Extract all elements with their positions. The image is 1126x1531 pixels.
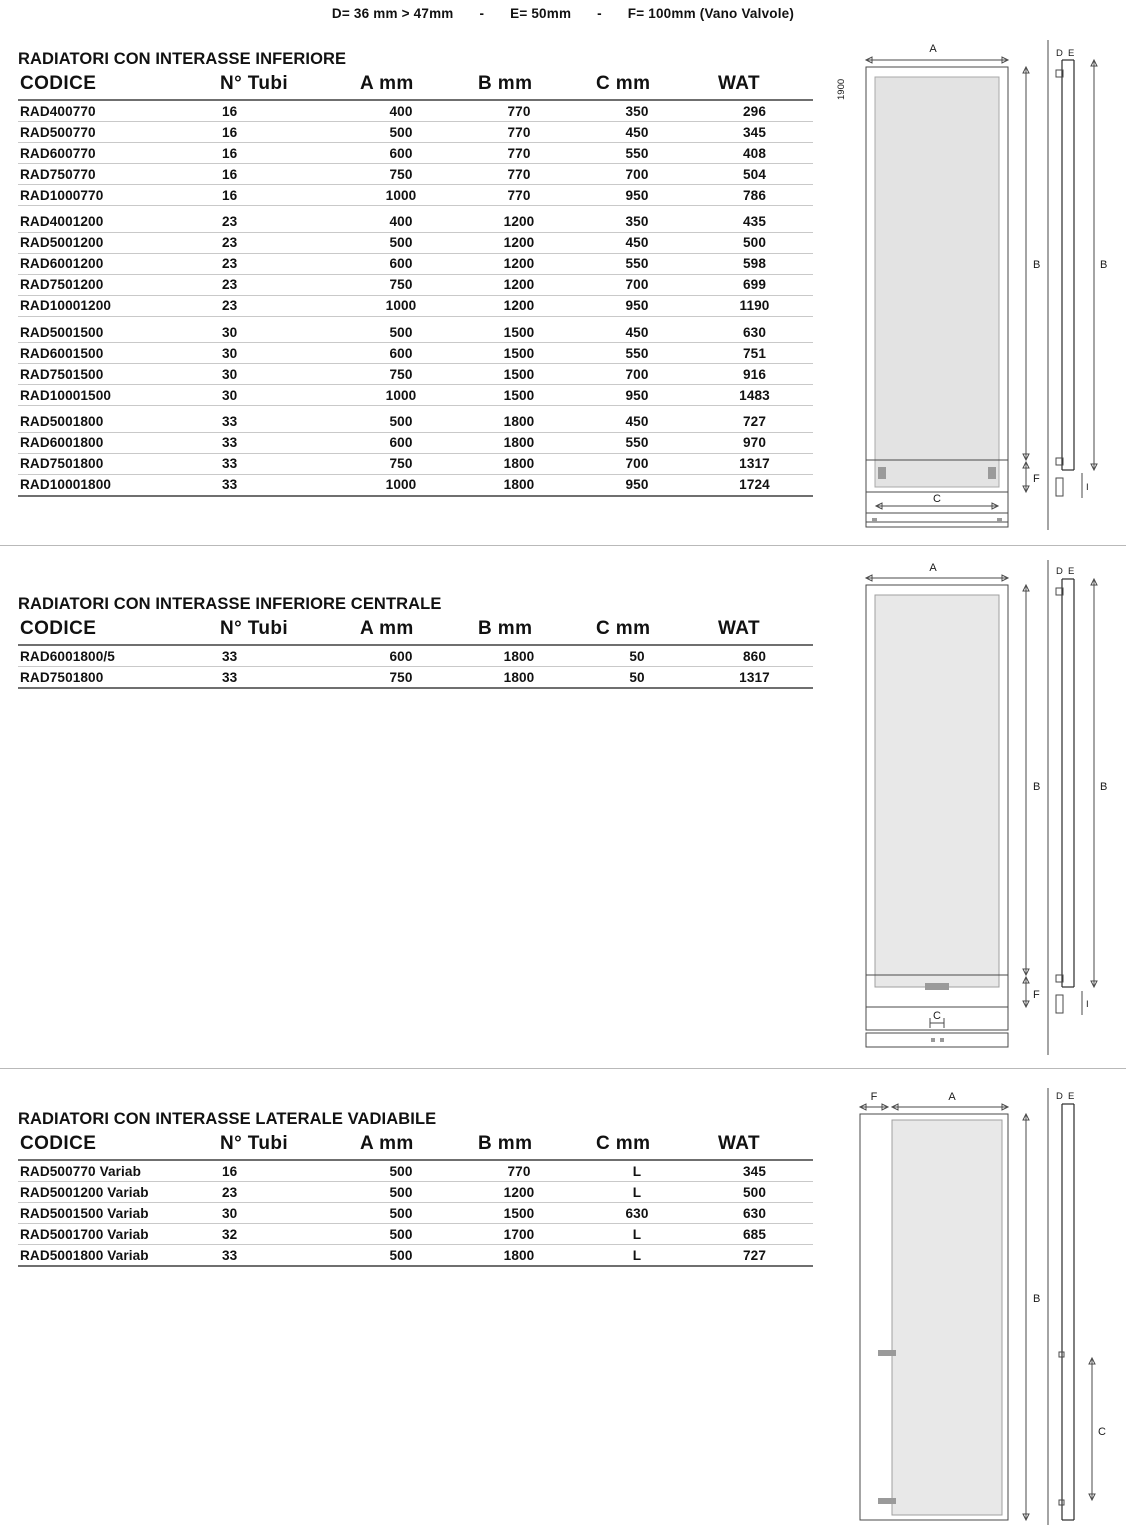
cell-tubi: 23 — [214, 253, 342, 274]
cell-wat: 408 — [696, 143, 813, 164]
col-c: C mm — [578, 71, 696, 100]
cell-codice: RAD7501800 — [18, 453, 214, 474]
cell-wat: 1190 — [696, 295, 813, 316]
table-row — [18, 122, 813, 143]
cell-b: 1800 — [460, 667, 578, 689]
cell-codice: RAD500770 — [18, 122, 214, 143]
drawing-mid-dim-c: C — [933, 1010, 941, 1022]
table-header-row — [18, 71, 813, 100]
legend-e: E= 50mm — [510, 6, 572, 21]
cell-c: 700 — [578, 364, 696, 385]
cell-tubi: 33 — [214, 645, 342, 667]
col-tubi: N° Tubi — [214, 616, 342, 645]
cell-tubi: 33 — [214, 453, 342, 474]
cell-c: 700 — [578, 164, 696, 185]
cell-c: 550 — [578, 253, 696, 274]
cell-codice: RAD10001800 — [18, 474, 214, 496]
cell-c: L — [578, 1182, 696, 1203]
cell-wat: 630 — [696, 1203, 813, 1224]
drawing-bot-side-e: E — [1068, 1091, 1075, 1102]
cell-a: 750 — [342, 453, 460, 474]
cell-c: 950 — [578, 295, 696, 316]
cell-a: 1000 — [342, 474, 460, 496]
legend-f: F= 100mm (Vano Valvole) — [627, 6, 795, 21]
cell-b: 770 — [460, 143, 578, 164]
cell-codice: RAD7501800 — [18, 667, 214, 689]
section-divider-2 — [0, 1068, 1126, 1069]
cell-c: 450 — [578, 316, 696, 343]
cell-b: 770 — [460, 185, 578, 206]
cell-tubi: 30 — [214, 1203, 342, 1224]
cell-a: 500 — [342, 316, 460, 343]
cell-wat: 970 — [696, 432, 813, 453]
drawing-top-dim-c: C — [933, 493, 941, 505]
col-wat: WAT — [696, 71, 813, 100]
cell-wat: 916 — [696, 364, 813, 385]
cell-codice: RAD5001500 — [18, 316, 214, 343]
cell-wat: 727 — [696, 406, 813, 433]
cell-codice: RAD10001200 — [18, 295, 214, 316]
col-c: C mm — [578, 616, 696, 645]
cell-c: 450 — [578, 122, 696, 143]
cell-b: 770 — [460, 122, 578, 143]
cell-c: 550 — [578, 343, 696, 364]
cell-a: 750 — [342, 164, 460, 185]
drawing-bot-dim-a: A — [948, 1091, 956, 1103]
cell-c: 50 — [578, 667, 696, 689]
cell-b: 1500 — [460, 1203, 578, 1224]
table-row — [18, 295, 813, 316]
cell-b: 1200 — [460, 206, 578, 233]
cell-a: 400 — [342, 100, 460, 122]
cell-tubi: 16 — [214, 143, 342, 164]
cell-a: 500 — [342, 1182, 460, 1203]
cell-wat: 296 — [696, 100, 813, 122]
cell-tubi: 32 — [214, 1224, 342, 1245]
table-header-row — [18, 1131, 813, 1160]
table-row — [18, 1182, 813, 1203]
cell-b: 1700 — [460, 1224, 578, 1245]
table-row — [18, 343, 813, 364]
col-c: C mm — [578, 1131, 696, 1160]
cell-wat: 1317 — [696, 453, 813, 474]
cell-wat: 435 — [696, 206, 813, 233]
table-row — [18, 164, 813, 185]
cell-wat: 1483 — [696, 385, 813, 406]
table-row — [18, 1160, 813, 1182]
table-row — [18, 274, 813, 295]
drawing-top-dim-f: F — [1033, 473, 1040, 485]
cell-wat: 345 — [696, 1160, 813, 1182]
cell-a: 500 — [342, 1245, 460, 1267]
drawing-mid-dim-a: A — [929, 562, 937, 574]
cell-a: 400 — [342, 206, 460, 233]
cell-wat: 860 — [696, 645, 813, 667]
cell-c: 700 — [578, 453, 696, 474]
table-interasse-laterale-variabile — [18, 1131, 813, 1267]
drawing-top-dim-a: A — [929, 43, 937, 55]
section-interasse-inferiore — [18, 50, 818, 497]
table-row — [18, 645, 813, 667]
col-codice: CODICE — [18, 71, 214, 100]
cell-wat: 1317 — [696, 667, 813, 689]
cell-b: 1800 — [460, 432, 578, 453]
cell-b: 1200 — [460, 274, 578, 295]
cell-b: 1200 — [460, 1182, 578, 1203]
cell-wat: 685 — [696, 1224, 813, 1245]
cell-b: 1800 — [460, 453, 578, 474]
drawing-mid-side-b: B — [1100, 781, 1108, 793]
cell-c: 950 — [578, 385, 696, 406]
table-body-3 — [18, 1160, 813, 1266]
table-row — [18, 667, 813, 689]
cell-codice: RAD6001800/5 — [18, 645, 214, 667]
col-b: B mm — [460, 616, 578, 645]
cell-codice: RAD600770 — [18, 143, 214, 164]
table-row — [18, 474, 813, 496]
cell-codice: RAD5001200 — [18, 232, 214, 253]
cell-tubi: 33 — [214, 406, 342, 433]
cell-codice: RAD7501200 — [18, 274, 214, 295]
drawing-top-dim-i: I — [1086, 482, 1089, 493]
cell-tubi: 30 — [214, 364, 342, 385]
cell-a: 500 — [342, 122, 460, 143]
cell-tubi: 30 — [214, 343, 342, 364]
table-body-2 — [18, 645, 813, 688]
cell-tubi: 33 — [214, 1245, 342, 1267]
cell-c: 350 — [578, 100, 696, 122]
cell-codice: RAD500770 Variab — [18, 1160, 214, 1182]
table-row — [18, 206, 813, 233]
drawing-mid-dim-i: I — [1086, 999, 1089, 1010]
table-row — [18, 432, 813, 453]
col-a: A mm — [342, 1131, 460, 1160]
drawing-top-side-d: D — [1056, 48, 1063, 59]
cell-wat: 727 — [696, 1245, 813, 1267]
cell-b: 1200 — [460, 253, 578, 274]
table-row — [18, 185, 813, 206]
section-title-1: RADIATORI CON INTERASSE INFERIORE — [18, 50, 347, 68]
cell-c: 950 — [578, 474, 696, 496]
table-row — [18, 143, 813, 164]
col-codice: CODICE — [18, 616, 214, 645]
cell-c: 550 — [578, 143, 696, 164]
col-tubi: N° Tubi — [214, 1131, 342, 1160]
cell-b: 1800 — [460, 645, 578, 667]
cell-c: 450 — [578, 232, 696, 253]
cell-codice: RAD5001500 Variab — [18, 1203, 214, 1224]
cell-tubi: 23 — [214, 274, 342, 295]
section-title-2: RADIATORI CON INTERASSE INFERIORE CENTRALE — [18, 595, 442, 613]
cell-a: 500 — [342, 1224, 460, 1245]
cell-a: 1000 — [342, 385, 460, 406]
drawing-mid-dim-f: F — [1033, 989, 1040, 1001]
drawing-top-dim-b: B — [1033, 259, 1041, 271]
cell-tubi: 23 — [214, 295, 342, 316]
col-codice: CODICE — [18, 1131, 214, 1160]
section-interasse-inferiore-centrale — [18, 595, 818, 689]
cell-a: 750 — [342, 364, 460, 385]
cell-c: 700 — [578, 274, 696, 295]
cell-a: 600 — [342, 645, 460, 667]
cell-tubi: 16 — [214, 122, 342, 143]
technical-drawing-bottom — [830, 1080, 1120, 1530]
cell-tubi: 33 — [214, 432, 342, 453]
cell-b: 1500 — [460, 316, 578, 343]
drawing-bot-side-d: D — [1056, 1091, 1063, 1102]
cell-codice: RAD5001800 Variab — [18, 1245, 214, 1267]
cell-wat: 751 — [696, 343, 813, 364]
cell-a: 500 — [342, 1160, 460, 1182]
cell-codice: RAD5001200 Variab — [18, 1182, 214, 1203]
cell-b: 1200 — [460, 232, 578, 253]
drawing-mid-side-d: D — [1056, 566, 1063, 577]
cell-a: 750 — [342, 667, 460, 689]
cell-tubi: 16 — [214, 185, 342, 206]
cell-a: 600 — [342, 432, 460, 453]
drawing-bot-dim-c: C — [1098, 1426, 1106, 1438]
technical-drawing-middle — [830, 555, 1120, 1065]
legend-sep-1: - — [479, 6, 485, 21]
cell-c: L — [578, 1160, 696, 1182]
cell-wat: 500 — [696, 1182, 813, 1203]
cell-codice: RAD750770 — [18, 164, 214, 185]
table-row — [18, 1203, 813, 1224]
col-wat: WAT — [696, 616, 813, 645]
table-row — [18, 406, 813, 433]
cell-b: 770 — [460, 164, 578, 185]
section-divider-1 — [0, 545, 1126, 546]
cell-wat: 786 — [696, 185, 813, 206]
cell-a: 500 — [342, 1203, 460, 1224]
table-row — [18, 232, 813, 253]
drawing-mid-side-e: E — [1068, 566, 1075, 577]
cell-a: 600 — [342, 253, 460, 274]
cell-c: L — [578, 1224, 696, 1245]
table-interasse-inferiore — [18, 71, 813, 497]
drawing-top-side-b: B — [1100, 259, 1108, 271]
cell-c: 350 — [578, 206, 696, 233]
cell-a: 600 — [342, 343, 460, 364]
table-body-1 — [18, 100, 813, 496]
cell-c: 50 — [578, 645, 696, 667]
col-wat: WAT — [696, 1131, 813, 1160]
cell-a: 500 — [342, 232, 460, 253]
table-row — [18, 100, 813, 122]
cell-codice: RAD5001700 Variab — [18, 1224, 214, 1245]
cell-codice: RAD10001500 — [18, 385, 214, 406]
cell-b: 1500 — [460, 385, 578, 406]
cell-wat: 500 — [696, 232, 813, 253]
col-a: A mm — [342, 71, 460, 100]
cell-tubi: 23 — [214, 232, 342, 253]
table-header-row — [18, 616, 813, 645]
col-b: B mm — [460, 71, 578, 100]
drawing-top-height-label: 1900 — [836, 78, 847, 100]
cell-tubi: 30 — [214, 316, 342, 343]
section-title-3: RADIATORI CON INTERASSE LATERALE VADIABILE — [18, 1110, 437, 1128]
cell-tubi: 16 — [214, 100, 342, 122]
cell-c: 950 — [578, 185, 696, 206]
cell-tubi: 16 — [214, 164, 342, 185]
drawing-top-side-e: E — [1068, 48, 1075, 59]
cell-b: 1500 — [460, 343, 578, 364]
cell-c: 550 — [578, 432, 696, 453]
cell-b: 770 — [460, 100, 578, 122]
col-a: A mm — [342, 616, 460, 645]
cell-tubi: 16 — [214, 1160, 342, 1182]
cell-tubi: 23 — [214, 1182, 342, 1203]
cell-codice: RAD1000770 — [18, 185, 214, 206]
cell-wat: 345 — [696, 122, 813, 143]
cell-codice: RAD7501500 — [18, 364, 214, 385]
cell-wat: 699 — [696, 274, 813, 295]
cell-b: 770 — [460, 1160, 578, 1182]
cell-codice: RAD400770 — [18, 100, 214, 122]
cell-b: 1200 — [460, 295, 578, 316]
cell-codice: RAD6001500 — [18, 343, 214, 364]
table-row — [18, 453, 813, 474]
cell-tubi: 33 — [214, 667, 342, 689]
cell-a: 500 — [342, 406, 460, 433]
legend-d: D= 36 mm > 47mm — [331, 6, 454, 21]
cell-c: L — [578, 1245, 696, 1267]
cell-codice: RAD5001800 — [18, 406, 214, 433]
cell-a: 1000 — [342, 295, 460, 316]
drawing-bot-dim-b: B — [1033, 1293, 1041, 1305]
drawing-mid-dim-b: B — [1033, 781, 1041, 793]
table-row — [18, 1245, 813, 1267]
cell-wat: 504 — [696, 164, 813, 185]
cell-wat: 630 — [696, 316, 813, 343]
cell-codice: RAD6001800 — [18, 432, 214, 453]
cell-tubi: 30 — [214, 385, 342, 406]
drawing-bot-dim-f: F — [870, 1091, 878, 1103]
cell-codice: RAD6001200 — [18, 253, 214, 274]
cell-codice: RAD4001200 — [18, 206, 214, 233]
technical-drawing-top — [830, 30, 1120, 540]
dimension-legend — [0, 6, 1126, 21]
table-row — [18, 1224, 813, 1245]
cell-c: 630 — [578, 1203, 696, 1224]
table-row — [18, 385, 813, 406]
cell-b: 1500 — [460, 364, 578, 385]
cell-wat: 1724 — [696, 474, 813, 496]
section-interasse-laterale-variabile — [18, 1110, 818, 1267]
col-b: B mm — [460, 1131, 578, 1160]
table-row — [18, 316, 813, 343]
cell-tubi: 33 — [214, 474, 342, 496]
cell-b: 1800 — [460, 1245, 578, 1267]
col-tubi: N° Tubi — [214, 71, 342, 100]
cell-c: 450 — [578, 406, 696, 433]
table-interasse-inferiore-centrale — [18, 616, 813, 689]
table-row — [18, 364, 813, 385]
cell-a: 750 — [342, 274, 460, 295]
cell-tubi: 23 — [214, 206, 342, 233]
legend-sep-2: - — [597, 6, 602, 21]
table-row — [18, 253, 813, 274]
cell-a: 1000 — [342, 185, 460, 206]
cell-b: 1800 — [460, 474, 578, 496]
cell-b: 1800 — [460, 406, 578, 433]
cell-wat: 598 — [696, 253, 813, 274]
cell-a: 600 — [342, 143, 460, 164]
